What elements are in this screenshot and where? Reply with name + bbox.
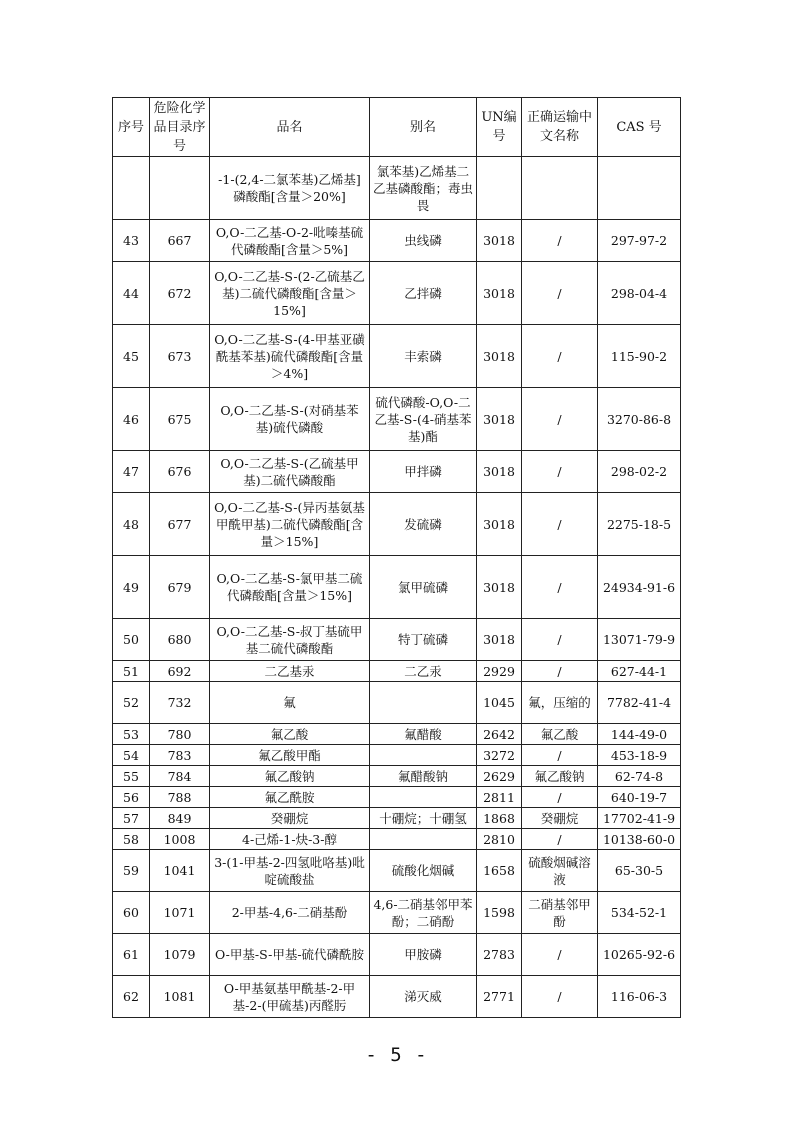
cell-serial-no: 51 <box>113 661 150 682</box>
cell-cas-number: 17702-41-9 <box>598 808 681 829</box>
cell-shipping-name: / <box>522 220 598 262</box>
cell-cas-number: 10138-60-0 <box>598 829 681 850</box>
cell-un-number: 3272 <box>477 745 522 766</box>
cell-catalog-no: 784 <box>150 766 210 787</box>
cell-alias: 氯苯基)乙烯基二乙基磷酸酯；毒虫畏 <box>370 157 477 220</box>
cell-catalog-no: 677 <box>150 493 210 556</box>
cell-cas-number: 453-18-9 <box>598 745 681 766</box>
table-row <box>113 262 681 325</box>
cell-product-name: -1-(2,4-二氯苯基)乙烯基]磷酸酯[含量＞20%] <box>210 157 370 220</box>
cell-alias: 4,6-二硝基邻甲苯酚；二硝酚 <box>370 892 477 934</box>
cell-product-name: 氟乙酸甲酯 <box>210 745 370 766</box>
cell-product-name: 氟乙酸钠 <box>210 766 370 787</box>
table-row <box>113 157 681 220</box>
cell-serial-no: 62 <box>113 976 150 1018</box>
table-row <box>113 682 681 724</box>
cell-shipping-name <box>522 157 598 220</box>
cell-shipping-name: / <box>522 661 598 682</box>
cell-shipping-name: / <box>522 934 598 976</box>
cell-un-number: 2811 <box>477 787 522 808</box>
cell-cas-number: 13071-79-9 <box>598 619 681 661</box>
cell-shipping-name: / <box>522 451 598 493</box>
cell-product-name: 4-己烯-1-炔-3-醇 <box>210 829 370 850</box>
cell-product-name: O,O-二乙基-S-(2-乙硫基乙基)二硫代磷酸酯[含量＞15%] <box>210 262 370 325</box>
cell-alias <box>370 787 477 808</box>
cell-un-number: 2629 <box>477 766 522 787</box>
header-un-number: UN编号 <box>477 98 522 157</box>
cell-alias: 甲拌磷 <box>370 451 477 493</box>
cell-alias: 氟醋酸钠 <box>370 766 477 787</box>
cell-alias: 硫代磷酸-O,O-二乙基-S-(4-硝基苯基)酯 <box>370 388 477 451</box>
cell-alias: 涕灭威 <box>370 976 477 1018</box>
cell-serial-no: 58 <box>113 829 150 850</box>
cell-shipping-name: 氟，压缩的 <box>522 682 598 724</box>
cell-serial-no: 47 <box>113 451 150 493</box>
cell-serial-no: 45 <box>113 325 150 388</box>
cell-un-number: 3018 <box>477 388 522 451</box>
cell-un-number: 2810 <box>477 829 522 850</box>
header-alias: 别名 <box>370 98 477 157</box>
cell-catalog-no: 849 <box>150 808 210 829</box>
chemical-table <box>112 97 681 1018</box>
cell-serial-no: 55 <box>113 766 150 787</box>
cell-cas-number: 62-74-8 <box>598 766 681 787</box>
table-row <box>113 934 681 976</box>
table-row <box>113 829 681 850</box>
table-row <box>113 493 681 556</box>
cell-serial-no: 54 <box>113 745 150 766</box>
cell-shipping-name: / <box>522 556 598 619</box>
cell-catalog-no: 1079 <box>150 934 210 976</box>
cell-catalog-no: 1008 <box>150 829 210 850</box>
cell-cas-number: 144-49-0 <box>598 724 681 745</box>
cell-serial-no: 52 <box>113 682 150 724</box>
table-row <box>113 850 681 892</box>
cell-catalog-no: 676 <box>150 451 210 493</box>
table-row <box>113 220 681 262</box>
table-row <box>113 892 681 934</box>
cell-shipping-name: / <box>522 493 598 556</box>
cell-shipping-name: / <box>522 619 598 661</box>
cell-alias: 氯甲硫磷 <box>370 556 477 619</box>
table-row <box>113 976 681 1018</box>
cell-product-name: O,O-二乙基-S-氯甲基二硫代磷酸酯[含量＞15%] <box>210 556 370 619</box>
cell-alias: 氟醋酸 <box>370 724 477 745</box>
cell-un-number: 3018 <box>477 451 522 493</box>
cell-shipping-name: / <box>522 745 598 766</box>
cell-alias: 十硼烷；十硼氢 <box>370 808 477 829</box>
cell-catalog-no: 783 <box>150 745 210 766</box>
cell-alias: 丰索磷 <box>370 325 477 388</box>
cell-serial-no: 59 <box>113 850 150 892</box>
table-row <box>113 787 681 808</box>
cell-alias <box>370 682 477 724</box>
header-shipping-name: 正确运输中文名称 <box>522 98 598 157</box>
cell-un-number: 2929 <box>477 661 522 682</box>
cell-product-name: O-甲基-S-甲基-硫代磷酰胺 <box>210 934 370 976</box>
cell-shipping-name: 癸硼烷 <box>522 808 598 829</box>
cell-cas-number: 7782-41-4 <box>598 682 681 724</box>
cell-un-number: 3018 <box>477 619 522 661</box>
cell-cas-number: 2275-18-5 <box>598 493 681 556</box>
cell-serial-no: 44 <box>113 262 150 325</box>
cell-product-name: O,O-二乙基-S-(乙硫基甲基)二硫代磷酸酯 <box>210 451 370 493</box>
cell-serial-no: 56 <box>113 787 150 808</box>
cell-cas-number: 298-04-4 <box>598 262 681 325</box>
cell-un-number: 3018 <box>477 325 522 388</box>
cell-product-name: O,O-二乙基-S-(异丙基氨基甲酰甲基)二硫代磷酸酯[含量＞15%] <box>210 493 370 556</box>
cell-catalog-no: 1071 <box>150 892 210 934</box>
cell-cas-number: 116-06-3 <box>598 976 681 1018</box>
cell-un-number: 3018 <box>477 220 522 262</box>
cell-catalog-no: 780 <box>150 724 210 745</box>
cell-catalog-no: 667 <box>150 220 210 262</box>
header-catalog-no: 危险化学品目录序号 <box>150 98 210 157</box>
cell-un-number: 2642 <box>477 724 522 745</box>
header-serial-no: 序号 <box>113 98 150 157</box>
cell-serial-no <box>113 157 150 220</box>
table-row <box>113 451 681 493</box>
cell-product-name: O-甲基氨基甲酰基-2-甲基-2-(甲硫基)丙醛肟 <box>210 976 370 1018</box>
cell-shipping-name: 氟乙酸钠 <box>522 766 598 787</box>
cell-catalog-no <box>150 157 210 220</box>
table-row <box>113 556 681 619</box>
cell-alias <box>370 829 477 850</box>
cell-cas-number: 3270-86-8 <box>598 388 681 451</box>
cell-catalog-no: 680 <box>150 619 210 661</box>
cell-catalog-no: 672 <box>150 262 210 325</box>
cell-serial-no: 43 <box>113 220 150 262</box>
cell-alias: 甲胺磷 <box>370 934 477 976</box>
cell-serial-no: 60 <box>113 892 150 934</box>
cell-shipping-name: / <box>522 262 598 325</box>
cell-shipping-name: 硫酸烟碱溶液 <box>522 850 598 892</box>
cell-un-number: 3018 <box>477 262 522 325</box>
cell-serial-no: 49 <box>113 556 150 619</box>
cell-un-number: 1658 <box>477 850 522 892</box>
cell-cas-number: 534-52-1 <box>598 892 681 934</box>
cell-product-name: 二乙基汞 <box>210 661 370 682</box>
cell-catalog-no: 673 <box>150 325 210 388</box>
cell-product-name: 癸硼烷 <box>210 808 370 829</box>
cell-catalog-no: 692 <box>150 661 210 682</box>
cell-product-name: O,O-二乙基-O-2-吡嗪基硫代磷酸酯[含量＞5%] <box>210 220 370 262</box>
table-body <box>113 157 681 1018</box>
cell-alias: 二乙汞 <box>370 661 477 682</box>
cell-alias <box>370 745 477 766</box>
cell-shipping-name: 氟乙酸 <box>522 724 598 745</box>
cell-un-number: 3018 <box>477 556 522 619</box>
header-cas-number: CAS 号 <box>598 98 681 157</box>
cell-shipping-name: / <box>522 325 598 388</box>
cell-product-name: 氟乙酰胺 <box>210 787 370 808</box>
cell-cas-number: 115-90-2 <box>598 325 681 388</box>
cell-alias: 特丁硫磷 <box>370 619 477 661</box>
cell-cas-number: 10265-92-6 <box>598 934 681 976</box>
table-row <box>113 745 681 766</box>
table-row <box>113 766 681 787</box>
cell-cas-number <box>598 157 681 220</box>
table-row <box>113 388 681 451</box>
cell-shipping-name: / <box>522 976 598 1018</box>
header-product-name: 品名 <box>210 98 370 157</box>
cell-un-number: 1868 <box>477 808 522 829</box>
cell-product-name: 2-甲基-4,6-二硝基酚 <box>210 892 370 934</box>
cell-serial-no: 46 <box>113 388 150 451</box>
cell-cas-number: 65-30-5 <box>598 850 681 892</box>
cell-serial-no: 50 <box>113 619 150 661</box>
cell-catalog-no: 1081 <box>150 976 210 1018</box>
cell-cas-number: 297-97-2 <box>598 220 681 262</box>
cell-alias: 虫线磷 <box>370 220 477 262</box>
table-row <box>113 619 681 661</box>
table-row <box>113 325 681 388</box>
cell-alias: 乙拌磷 <box>370 262 477 325</box>
cell-catalog-no: 675 <box>150 388 210 451</box>
cell-un-number: 1045 <box>477 682 522 724</box>
cell-cas-number: 640-19-7 <box>598 787 681 808</box>
cell-product-name: 氟乙酸 <box>210 724 370 745</box>
cell-catalog-no: 732 <box>150 682 210 724</box>
cell-un-number: 1598 <box>477 892 522 934</box>
cell-alias: 发硫磷 <box>370 493 477 556</box>
cell-shipping-name: / <box>522 388 598 451</box>
cell-alias: 硫酸化烟碱 <box>370 850 477 892</box>
cell-shipping-name: / <box>522 829 598 850</box>
table-row <box>113 661 681 682</box>
cell-product-name: 3-(1-甲基-2-四氢吡咯基)吡啶硫酸盐 <box>210 850 370 892</box>
cell-shipping-name: / <box>522 787 598 808</box>
cell-serial-no: 61 <box>113 934 150 976</box>
cell-catalog-no: 788 <box>150 787 210 808</box>
cell-un-number <box>477 157 522 220</box>
cell-product-name: O,O-二乙基-S-(对硝基苯基)硫代磷酸 <box>210 388 370 451</box>
cell-cas-number: 24934-91-6 <box>598 556 681 619</box>
table-row <box>113 808 681 829</box>
cell-serial-no: 48 <box>113 493 150 556</box>
cell-un-number: 3018 <box>477 493 522 556</box>
cell-cas-number: 298-02-2 <box>598 451 681 493</box>
cell-product-name: 氟 <box>210 682 370 724</box>
cell-un-number: 2783 <box>477 934 522 976</box>
cell-catalog-no: 679 <box>150 556 210 619</box>
cell-shipping-name: 二硝基邻甲酚 <box>522 892 598 934</box>
cell-un-number: 2771 <box>477 976 522 1018</box>
table-header-row <box>113 98 681 157</box>
cell-serial-no: 57 <box>113 808 150 829</box>
cell-serial-no: 53 <box>113 724 150 745</box>
cell-product-name: O,O-二乙基-S-叔丁基硫甲基二硫代磷酸酯 <box>210 619 370 661</box>
page-number: - 5 - <box>365 1044 428 1066</box>
cell-product-name: O,O-二乙基-S-(4-甲基亚磺酰基苯基)硫代磷酸酯[含量＞4%] <box>210 325 370 388</box>
cell-catalog-no: 1041 <box>150 850 210 892</box>
cell-cas-number: 627-44-1 <box>598 661 681 682</box>
table-row <box>113 724 681 745</box>
